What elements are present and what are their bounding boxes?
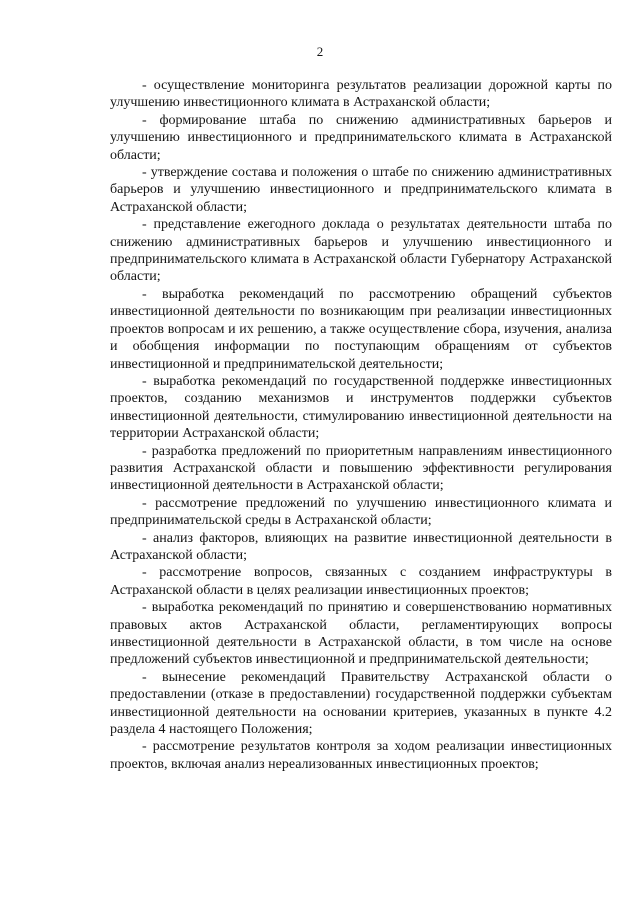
paragraph: - анализ факторов, влияющих на развитие инвестиционной деятельности в Астраханской области; <box>110 530 612 563</box>
paragraph: - вынесение рекомендаций Правительству Астраханской области о предоставлении (отказе в предоставлении) государственной поддержки субъектам инвестиционной деятельности на основании критериев, указанных в пункте 4.2 раздела 4 настоящего Положения; <box>110 669 612 738</box>
paragraph: - осуществление мониторинга результатов реализации дорожной карты по улучшению инвестиционного климата в Астраханской области; <box>110 78 612 111</box>
paragraph: - рассмотрение результатов контроля за ходом реализации инвестиционных проектов, включая анализ нереализованных инвестиционных проектов; <box>110 739 612 772</box>
paragraph: - выработка рекомендаций по рассмотрению обращений субъектов инвестиционной деятельности по возникающим при реализации инвестиционных проектов вопросам и их решению, а также осуществление сбора, изучения, анализа и обобщения информации по поступающим обращениям от субъектов инвестиционной и предпринимательской деятельности; <box>110 286 612 372</box>
paragraph: - рассмотрение вопросов, связанных с созданием инфраструктуры в Астраханской области в целях реализации инвестиционных проектов; <box>110 565 612 598</box>
paragraph: - рассмотрение предложений по улучшению инвестиционного климата и предпринимательской среды в Астраханской области; <box>110 495 612 529</box>
document-body <box>110 77 612 773</box>
paragraph: - представление ежегодного доклада о результатах деятельности штаба по снижению административных барьеров и улучшению инвестиционного и предпринимательского климата в Астраханской области Губернатору Астраханской области; <box>110 217 612 285</box>
paragraph: - разработка предложений по приоритетным направлениям инвестиционного развития Астраханской области и повышению эффективности регулирования инвестиционной деятельности в Астраханской области; <box>110 443 612 494</box>
page-number: 2 <box>316 44 324 59</box>
paragraph: - утверждение состава и положения о штабе по снижению административных барьеров и улучшению инвестиционного и предпринимательского климата в Астраханской области; <box>110 165 612 215</box>
paragraph: - выработка рекомендаций по принятию и совершенствованию нормативных правовых актов Астраханской области, регламентирующих вопросы инвестиционной деятельности в Астраханской области, в том числе на основе предложений субъектов инвестиционной и предпринимательской деятельности; <box>110 600 612 668</box>
paragraph: - выработка рекомендаций по государственной поддержке инвестиционных проектов, созданию механизмов и инструментов поддержки субъектов инвестиционной деятельности, стимулированию инвестиционной деятельности на территории Астраханской области; <box>110 373 612 442</box>
paragraph: - формирование штаба по снижению административных барьеров и улучшению инвестиционного и предпринимательского климата в Астраханской области; <box>110 112 612 163</box>
